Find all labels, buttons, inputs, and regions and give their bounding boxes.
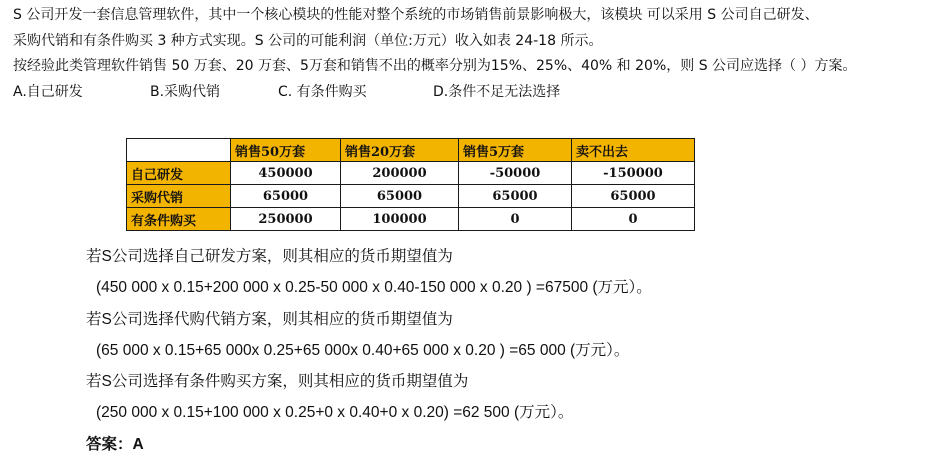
table-row [127,162,695,185]
solution-3-intro: 若S公司选择有条件购买方案，则其相应的货币期望值为 [86,373,469,391]
option-d: D.条件不足无法选择 [433,83,561,100]
solution-2-calc: (65 000 x 0.15+65 000x 0.25+65 000x 0.40+65 000 x 0.20 ) =65 000 (万元）。 [96,341,630,359]
solution-3-calc: (250 000 x 0.15+100 000 x 0.25+0 x 0.40+0 x 0.20) =62 500 (万元）。 [96,404,574,422]
table-cell: 450000 [231,162,341,185]
table-cell: 0 [572,208,695,231]
answer-line: 答案：A [86,435,144,453]
table-cell: 250000 [231,208,341,231]
table-cell: 65000 [572,185,695,208]
row-header-agency: 采购代销 [127,185,231,208]
solution-block [86,241,946,460]
col-header-50w: 销售50万套 [231,139,341,162]
table-cell: 200000 [341,162,459,185]
option-b: B.采购代销 [150,83,221,100]
col-header-20w: 销售20万套 [341,139,459,162]
question-line-1: S 公司开发一套信息管理软件，其中一个核心模块的性能对整个系统的市场销售前景影响极大，该模块 可以采用 S 公司自己研发、 [13,7,819,23]
solution-2-intro: 若S公司选择代购代销方案，则其相应的货币期望值为 [86,310,453,328]
table-cell: 65000 [341,185,459,208]
table-row [127,208,695,231]
table-cell: 65000 [459,185,572,208]
solution-1-calc: (450 000 x 0.15+200 000 x 0.25-50 000 x 0.40-150 000 x 0.20 ) =67500 (万元）。 [96,279,652,297]
table-cell: 100000 [341,208,459,231]
table-corner-cell [127,139,231,162]
table-header-row [127,139,695,162]
question-line-3: 按经验此类管理软件销售 50 万套、20 万套、5万套和销售不出的概率分别为15%、25%、40% 和 20%，则 S 公司应选择（ ）方案。 [13,58,857,74]
question-line-2: 采购代销和有条件购买 3 种方式实现。S 公司的可能利润（单位:万元）收入如表 24-18 所示。 [13,32,603,49]
row-header-conditional: 有条件购买 [127,208,231,231]
table-cell: -150000 [572,162,695,185]
col-header-unsold: 卖不出去 [572,139,695,162]
col-header-5w: 销售5万套 [459,139,572,162]
table-row [127,185,695,208]
payoff-table [126,138,695,231]
row-header-self-dev: 自己研发 [127,162,231,185]
table-cell: 0 [459,208,572,231]
option-a: A.自己研发 [13,83,83,100]
question-block [13,3,943,105]
option-c: C. 有条件购买 [278,83,367,100]
table-cell: -50000 [459,162,572,185]
solution-1-intro: 若S公司选择自己研发方案，则其相应的货币期望值为 [86,248,453,265]
options-row [13,80,943,106]
table-cell: 65000 [231,185,341,208]
